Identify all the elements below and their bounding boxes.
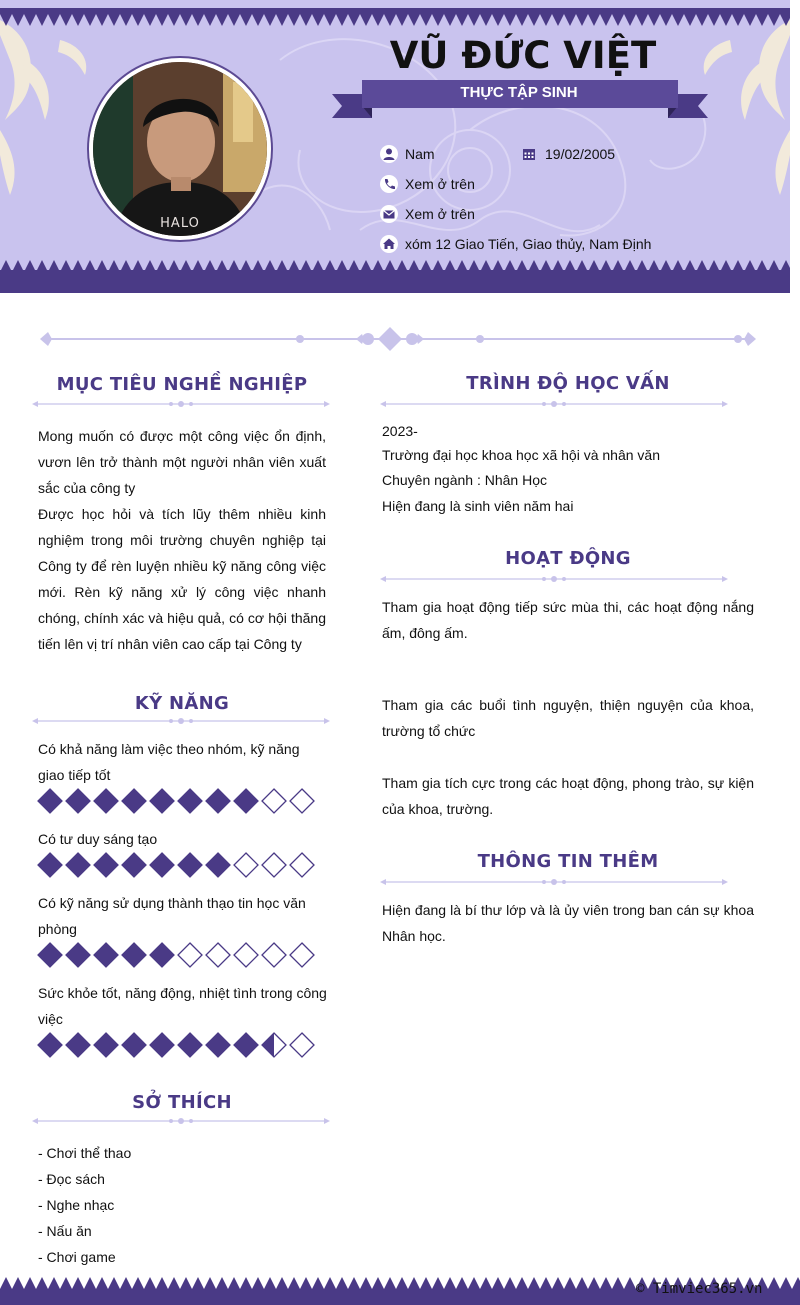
skill-diamond xyxy=(66,789,90,813)
additional-info-title: THÔNG TIN THÊM xyxy=(477,851,659,872)
skill-diamond xyxy=(234,853,258,877)
skill-diamond xyxy=(150,853,174,877)
education-major: Chuyên ngành : Nhân Học xyxy=(382,472,547,488)
skill-diamond xyxy=(234,1033,258,1057)
hobby-item: - Nghe nhạc xyxy=(38,1197,115,1213)
candidate-name: VŨ ĐỨC VIỆT xyxy=(389,34,657,77)
avatar-caption: HALO xyxy=(160,216,200,231)
calendar-icon xyxy=(520,145,538,163)
mail-icon xyxy=(380,205,398,223)
skill-diamond xyxy=(66,853,90,877)
avatar-frame xyxy=(87,56,273,242)
skill-diamond xyxy=(122,789,146,813)
skill-diamond xyxy=(290,943,314,967)
skill-rating-health xyxy=(36,1032,326,1058)
watermark: © Timviec365.vn xyxy=(636,1281,763,1297)
objective-title: MỤC TIÊU NGHỀ NGHIỆP xyxy=(56,374,308,395)
skill-diamond xyxy=(206,1033,230,1057)
email-value: Xem ở trên xyxy=(405,206,475,222)
phone-icon xyxy=(380,175,398,193)
skill-diamond xyxy=(234,789,258,813)
skill-label-teamwork: Có khả năng làm việc theo nhóm, kỹ năng giao tiếp tốt xyxy=(38,741,300,783)
skill-diamond xyxy=(206,943,230,967)
skill-rating-creativity xyxy=(36,852,326,878)
skill-diamond xyxy=(206,789,230,813)
skill-diamond xyxy=(38,1033,62,1057)
skill-diamond xyxy=(94,1033,118,1057)
skill-diamond xyxy=(122,1033,146,1057)
ornamental-divider xyxy=(38,324,758,354)
skill-label-health: Sức khỏe tốt, năng động, nhiệt tình trong công việc xyxy=(38,985,327,1027)
education-year: 2023- xyxy=(382,423,418,439)
education-title: TRÌNH ĐỘ HỌC VẤN xyxy=(466,373,670,394)
hobby-item: - Đọc sách xyxy=(38,1171,105,1187)
phone-value: Xem ở trên xyxy=(405,176,475,192)
skill-diamond xyxy=(206,853,230,877)
skill-diamond xyxy=(94,853,118,877)
skill-diamond xyxy=(122,943,146,967)
header-top-teeth xyxy=(0,14,790,28)
skill-rating-teamwork xyxy=(36,788,326,814)
skill-diamond xyxy=(66,1033,90,1057)
position-title: THỰC TẬP SINH xyxy=(460,84,578,101)
skill-label-office: Có kỹ năng sử dụng thành thạo tin học văn phòng xyxy=(38,895,306,937)
skill-diamond xyxy=(66,943,90,967)
activity-item: Tham gia các buổi tình nguyện, thiện nguyện của khoa, trường tổ chức xyxy=(382,697,754,739)
avatar xyxy=(93,62,267,236)
skill-diamond xyxy=(38,853,62,877)
header-bottom-bar xyxy=(0,270,790,293)
activity-item: Tham gia hoạt động tiếp sức mùa thi, các hoạt động nắng ấm, đông ấm. xyxy=(382,599,754,641)
skill-diamond xyxy=(262,1033,286,1057)
objective-title-line xyxy=(32,399,330,409)
skill-diamond xyxy=(122,853,146,877)
skill-diamond xyxy=(234,943,258,967)
education-school: Trường đại học khoa học xã hội và nhân văn xyxy=(382,447,660,463)
additional-info-text: Hiện đang là bí thư lớp và là ủy viên trong ban cán sự khoa Nhân học. xyxy=(382,902,754,944)
skill-diamond xyxy=(38,943,62,967)
activities-title: HOẠT ĐỘNG xyxy=(505,548,631,569)
hobby-item: - Chơi game xyxy=(38,1249,116,1265)
skill-diamond xyxy=(150,789,174,813)
hobbies-title: SỞ THÍCH xyxy=(132,1092,232,1113)
gender-row xyxy=(380,145,435,163)
email-row xyxy=(380,205,475,223)
hobby-item: - Chơi thể thao xyxy=(38,1145,132,1161)
skills-title-line xyxy=(32,716,330,726)
education-status: Hiện đang là sinh viên năm hai xyxy=(382,498,574,514)
additional-info-title-line xyxy=(380,877,728,887)
activities-title-line xyxy=(380,574,728,584)
skill-diamond xyxy=(178,789,202,813)
skill-diamond xyxy=(290,1033,314,1057)
skill-diamond xyxy=(150,943,174,967)
skill-diamond xyxy=(178,853,202,877)
address-value: xóm 12 Giao Tiến, Giao thủy, Nam Định xyxy=(405,236,652,252)
skill-label-creativity: Có tư duy sáng tạo xyxy=(38,831,158,847)
skill-diamond xyxy=(178,943,202,967)
user-icon xyxy=(380,145,398,163)
skill-diamond xyxy=(178,1033,202,1057)
objective-paragraph-1: Mong muốn có được một công việc ổn định, vươn lên trở thành một người nhân viên xuất sắc của công ty xyxy=(38,428,326,496)
education-title-line xyxy=(380,399,728,409)
skill-diamond xyxy=(94,943,118,967)
skill-diamond xyxy=(94,789,118,813)
birthday-row xyxy=(520,145,615,163)
skill-rating-office xyxy=(36,942,326,968)
cv-header xyxy=(0,0,790,293)
address-row xyxy=(380,235,651,253)
skill-diamond xyxy=(262,789,286,813)
skill-diamond xyxy=(150,1033,174,1057)
skills-title: KỸ NĂNG xyxy=(134,693,230,714)
gender-value: Nam xyxy=(405,146,435,162)
phone-row xyxy=(380,175,475,193)
skill-diamond xyxy=(290,853,314,877)
skill-diamond xyxy=(262,943,286,967)
activity-item: Tham gia tích cực trong các hoạt động, phong trào, sự kiện của khoa, trường. xyxy=(382,775,754,817)
skill-diamond xyxy=(262,853,286,877)
objective-paragraph-2: Được học hỏi và tích lũy thêm nhiều kinh nghiệm trong môi trường chuyên nghiệp tại Công ty để rèn luyện nhiều kỹ năng công việc mới. Rèn kỹ năng xử lý công việc nhanh chóng, chính xác và hiệu quả, có cơ hội thăng tiến lên vị trí nhân viên cao cấp tại Công ty xyxy=(38,506,326,652)
skill-diamond xyxy=(290,789,314,813)
skill-diamond xyxy=(38,789,62,813)
hobbies-title-line xyxy=(32,1116,330,1126)
hobby-item: - Nấu ăn xyxy=(38,1223,92,1239)
home-icon xyxy=(380,235,398,253)
birthday-value: 19/02/2005 xyxy=(545,146,616,162)
